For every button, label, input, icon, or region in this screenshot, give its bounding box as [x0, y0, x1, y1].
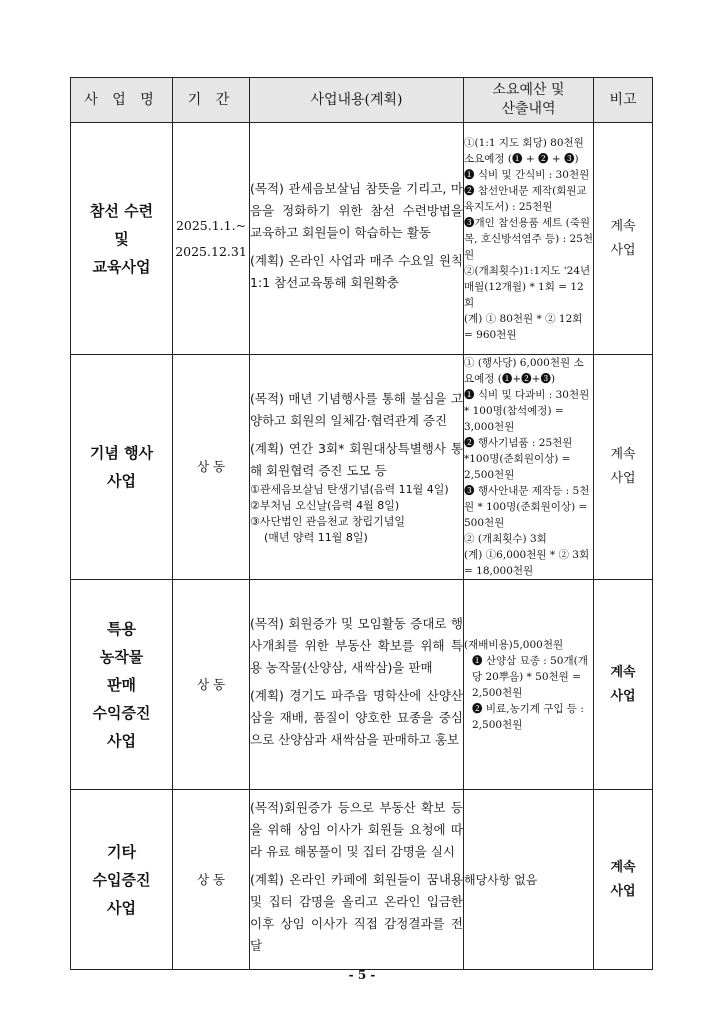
period-cell — [173, 790, 250, 970]
header-period: 기 간 — [173, 78, 250, 123]
header-business-name: 사 업 명 — [71, 78, 173, 123]
header-budget-line1: 소요예산 및 — [492, 82, 565, 98]
budget-cell — [464, 123, 594, 355]
business-name-line: 농작물 — [99, 647, 144, 666]
budget-cell — [464, 580, 594, 790]
content-sub-item: ③사단법인 관음천교 창립기념일 — [250, 515, 405, 528]
header-budget — [464, 78, 594, 123]
content-cell — [250, 790, 464, 970]
period-line: 상 동 — [196, 871, 226, 887]
business-name-line: 특용 — [107, 619, 136, 638]
period-line: 2025.1.1.~ — [175, 217, 247, 233]
budget-line: (계) ① 80천원 * ② 12회 = 960천원 — [464, 312, 583, 341]
note-line: 계속 — [610, 859, 636, 875]
note-line: 계속 — [610, 218, 636, 234]
period-line: 2025.12.31 — [175, 243, 247, 259]
content-purpose: (목적) 관세음보살님 참뜻을 기리고, 마음을 정화하기 위한 참선 수련방법을 교육하고 회원들이 학습하는 활동 — [250, 180, 463, 240]
business-name-line: 교육사업 — [92, 257, 151, 276]
header-note: 비고 — [594, 78, 653, 123]
budget-line: ❶ 식비 및 간식비 : 30천원 — [464, 168, 590, 181]
content-plan: (계획) 연간 3회* 회원대상특별행사 통해 회원협력 증진 도모 등 — [250, 441, 463, 478]
business-name-line: 사업 — [107, 731, 136, 750]
period-line: 상 동 — [196, 459, 226, 474]
note-line: 계속 — [610, 664, 636, 680]
table-row — [71, 580, 653, 790]
business-name-line: 기타 — [107, 842, 136, 861]
content-sub-item: ②부처님 오신날(음력 4월 8일) — [250, 499, 400, 512]
content-plan: (계획) 온라인 카페에 회원들이 꿈내용 및 집터 감명을 올리고 온라인 입금한 이후 상임 이사가 직접 감정결과를 전달 — [250, 871, 463, 953]
business-plan-table — [70, 77, 653, 970]
business-name-line: 사업 — [107, 898, 136, 917]
budget-cell — [464, 355, 594, 580]
period-cell — [173, 355, 250, 580]
budget-line: ❷ 비료,농기계 구입 등 : 2,500천원 — [472, 702, 584, 731]
budget-line: ❸ 행사안내문 제작등 : 5천원 * 100명(준회원이상) = 500천원 — [464, 485, 590, 529]
budget-line: ①(1:1 지도 회당) 80천원 소요예정 (❶ + ❷ + ❸) — [464, 136, 584, 165]
business-name-cell — [71, 580, 173, 790]
note-line: 사업 — [610, 688, 636, 704]
table-row — [71, 123, 653, 355]
note-line: 계속 — [610, 447, 636, 462]
note-line: 사업 — [610, 471, 636, 486]
budget-line: (재배비용)5,000천원 — [464, 638, 564, 651]
content-purpose: (목적) 회원증가 및 모임활동 증대로 행사개최를 위한 부동산 확보를 위해 특용 농작물(산양삼, 새싹삼)을 판매 — [250, 615, 463, 675]
content-plan: (계획) 경기도 파주읍 명학산에 산양산삼을 재배, 품질이 양호한 묘종을 중심으로 산양삼과 새싹삼을 판매하고 홍보 — [250, 687, 463, 747]
content-cell — [250, 123, 464, 355]
budget-cell — [464, 790, 594, 970]
header-row — [71, 78, 653, 123]
content-purpose: (목적) 매년 기념행사를 통해 불심을 고양하고 회원의 일체감·협력관계 증진 — [250, 391, 463, 428]
header-content: 사업내용(계획) — [250, 78, 464, 123]
budget-line: (계) ①6,000천원 * ② 3회 = 18,000천원 — [464, 549, 590, 577]
note-cell — [594, 790, 653, 970]
business-name-cell — [71, 355, 173, 580]
content-sub-item: (매년 양력 11월 8일) — [264, 531, 368, 544]
note-cell — [594, 355, 653, 580]
period-line: 상 동 — [196, 676, 226, 692]
page-number: - 5 - — [348, 968, 376, 982]
budget-line: ❶ 산양삼 묘종 : 50개(개당 20뿌음) * 50천원 = 2,500천원 — [472, 654, 588, 699]
business-name-line: 사업 — [107, 472, 136, 490]
business-name-line: 기념 행사 — [89, 444, 154, 462]
note-cell — [594, 580, 653, 790]
budget-line: ① (행사당) 6,000천원 소요예정 (❶+❷+❸) — [464, 357, 584, 385]
note-line: 사업 — [610, 242, 636, 258]
budget-line: ❷ 참선안내문 제작(회원교육지도서) : 25천원 — [464, 184, 587, 213]
content-cell — [250, 355, 464, 580]
content-plan: (계획) 온라인 사업과 매주 수요일 원칙 1:1 참선교육통해 회원확충 — [250, 252, 463, 290]
business-name-line: 수입증진 — [92, 870, 151, 889]
budget-line: ❸개인 참선용품 세트 (죽원목, 호신방석염주 등) : 25천원 — [464, 216, 593, 261]
header-budget-line2: 산출내역 — [501, 101, 556, 117]
business-name-cell — [71, 123, 173, 355]
table-row — [71, 790, 653, 970]
note-cell — [594, 123, 653, 355]
budget-line: 해당사항 없음 — [464, 872, 538, 887]
content-cell — [250, 580, 464, 790]
budget-line: ❷ 행사기념품 : 25천원*100명(준회원이상) = 2,500천원 — [464, 437, 573, 481]
content-purpose: (목적)회원증가 등으로 부동산 확보 등을 위해 상임 이사가 회원들 요청에 따라 유료 해몽풀이 및 집터 감명을 실시 — [250, 799, 463, 859]
period-cell — [173, 123, 250, 355]
business-name-line: 수익증진 — [92, 703, 151, 722]
period-cell — [173, 580, 250, 790]
business-name-line: 판매 — [107, 675, 136, 694]
table-row — [71, 355, 653, 580]
note-line: 사업 — [610, 883, 636, 899]
business-name-cell — [71, 790, 173, 970]
budget-line: ② (개최횟수) 3회 — [464, 533, 547, 545]
business-name-line: 참선 수련 — [89, 201, 154, 220]
content-sub-item: ①관세음보살님 탄생기념(음력 11월 4일) — [250, 483, 449, 496]
business-name-line: 및 — [114, 229, 129, 248]
budget-line: ❶ 식비 및 다과비 : 30천원 * 100명(참석예정) = 3,000천원 — [464, 389, 590, 433]
budget-line: ②(개최횟수)1:1지도 '24년 매월(12개월) * 1회 = 12회 — [464, 264, 591, 309]
